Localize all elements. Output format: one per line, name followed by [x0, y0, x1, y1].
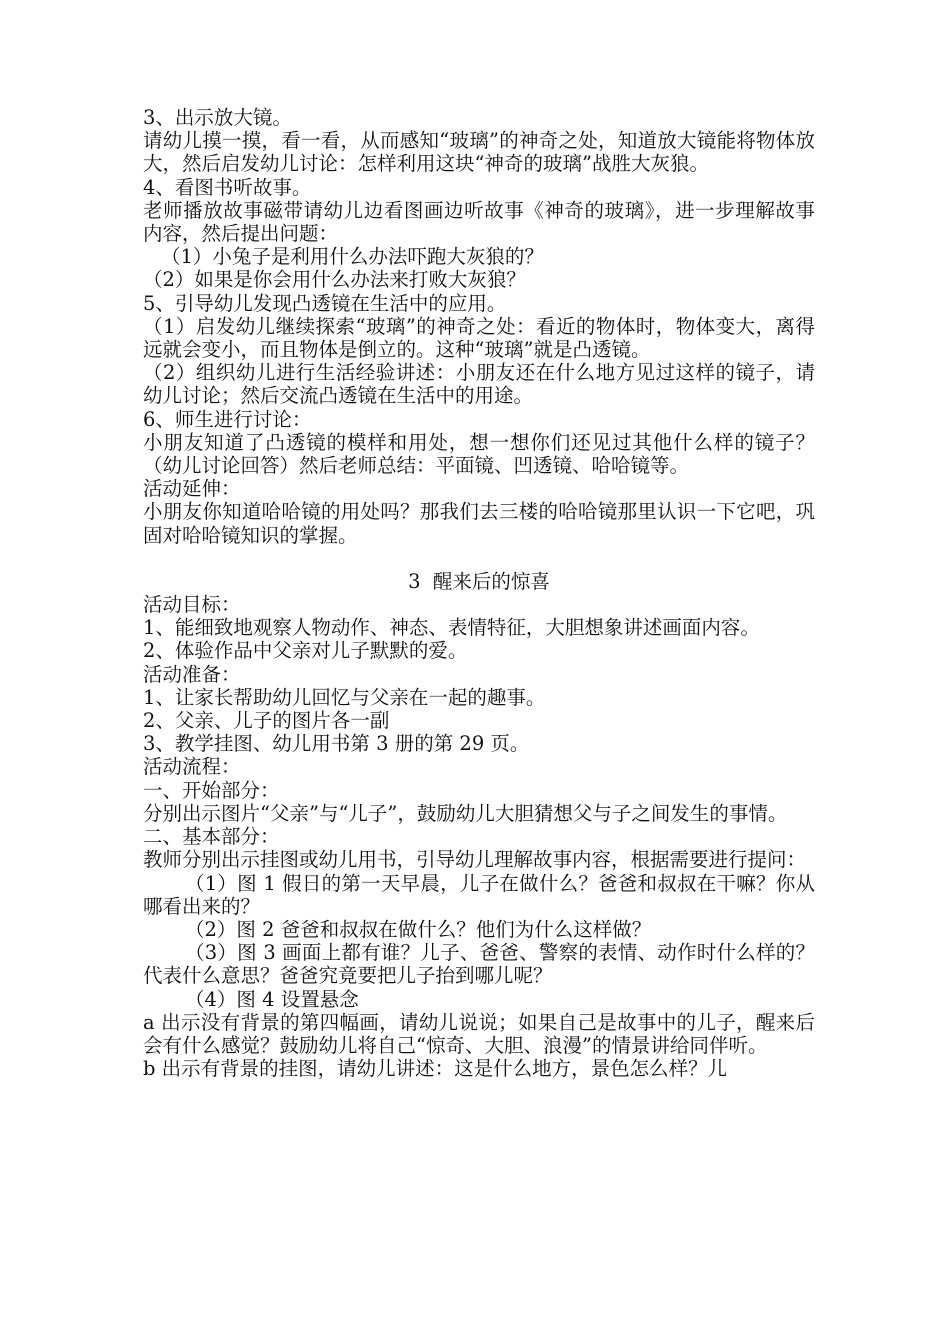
- step-a-text: a 出示没有背景的第四幅画，请幼儿说说；如果自己是故事中的儿子，醒来后会有什么感觉？鼓励幼儿将自己“惊奇、大胆、浪漫”的情景讲给同伴听。: [143, 1010, 815, 1057]
- part1-body: 分别出示图片“父亲”与“儿子”，鼓励幼儿大胆猜想父与子之间发生的事情。: [143, 801, 788, 825]
- picture-question-1: （1）图 1 假日的第一天早晨，儿子在做什么？爸爸和叔叔在干嘛？你从哪看出来的？: [143, 871, 815, 918]
- extension-title: 活动延伸：: [143, 477, 241, 501]
- goal-title: 活动目标：: [143, 593, 241, 617]
- prep-title: 活动准备：: [143, 662, 241, 686]
- picture-question-4: （4）图 4 设置悬念: [185, 987, 359, 1011]
- section-gap: [143, 547, 815, 570]
- prep-3: 3、教学挂图、幼儿用书第 3 册的第 29 页。: [143, 732, 530, 756]
- step-b-text: b 出示有背景的挂图，请幼儿讲述：这是什么地方，景色怎么样？儿: [143, 1057, 728, 1081]
- lesson-heading: 3 醒来后的惊喜: [408, 569, 550, 593]
- goal-2: 2、体验作品中父亲对儿子默默的爱。: [143, 639, 468, 663]
- part2-title: 二、基本部分：: [143, 825, 280, 849]
- item3-title: 3、出示放大镜。: [143, 106, 292, 129]
- prep-2: 2、父亲、儿子的图片各一副: [143, 709, 390, 733]
- goal-1: 1、能细致地观察人物动作、神态、表情特征，大胆想象讲述画面内容。: [143, 616, 760, 640]
- item5-paragraph-1: （1）启发幼儿继续探索“玻璃”的神奇之处：看近的物体时，物体变大，离得远就会变小，而且物体是倒立的。这种“玻璃”就是凸透镜。: [143, 314, 815, 362]
- picture-question-2: （2）图 2 爸爸和叔叔在做什么？他们为什么这样做？: [185, 917, 652, 941]
- item5-paragraph-2: （2）组织幼儿进行生活经验讲述：小朋友还在什么地方见过这样的镜子，请幼儿讨论；然后交流凸透镜在生活中的用途。: [143, 361, 815, 408]
- item4-question-2: （2）如果是你会用什么办法来打败大灰狼？: [143, 268, 526, 292]
- extension-body: 小朋友你知道哈哈镜的用处吗？那我们去三楼的哈哈镜那里认识一下它吧，巩固对哈哈镜知识的掌握。: [143, 500, 815, 547]
- item4-question-1: （1）小兔子是利用什么办法吓跑大灰狼的？: [161, 245, 544, 269]
- picture-question-3: （3）图 3 画面上都有谁？儿子、爸爸、警察的表情、动作时什么样的？代表什么意思？爸爸究竟要把儿子抬到哪儿呢？: [143, 941, 815, 988]
- prep-1: 1、让家长帮助幼儿回忆与父亲在一起的趣事。: [143, 685, 546, 709]
- item5-title: 5、引导幼儿发现凸透镜在生活中的应用。: [143, 291, 507, 315]
- item4-body: 老师播放故事磁带请幼儿边看图画边听故事《神奇的玻璃》，进一步理解故事内容，然后提出问题：: [143, 198, 815, 246]
- item6-body: 小朋友知道了凸透镜的模样和用处，想一想你们还见过其他什么样的镜子？（幼儿讨论回答）然后老师总结：平面镜、凹透镜、哈哈镜等。: [143, 430, 815, 478]
- item3-body: 请幼儿摸一摸，看一看，从而感知“玻璃”的神奇之处，知道放大镜能将物体放大，然后启发幼儿讨论：怎样利用这块“神奇的玻璃”战胜大灰狼。: [143, 129, 815, 176]
- item4-title: 4、看图书听故事。: [143, 175, 312, 199]
- document-page: [143, 106, 815, 1080]
- part2-body: 教师分别出示挂图或幼儿用书，引导幼儿理解故事内容，根据需要进行提问：: [143, 848, 807, 872]
- item6-title: 6、师生进行讨论：: [143, 407, 312, 431]
- flow-title: 活动流程：: [143, 755, 241, 779]
- part1-title: 一、开始部分：: [143, 778, 280, 802]
